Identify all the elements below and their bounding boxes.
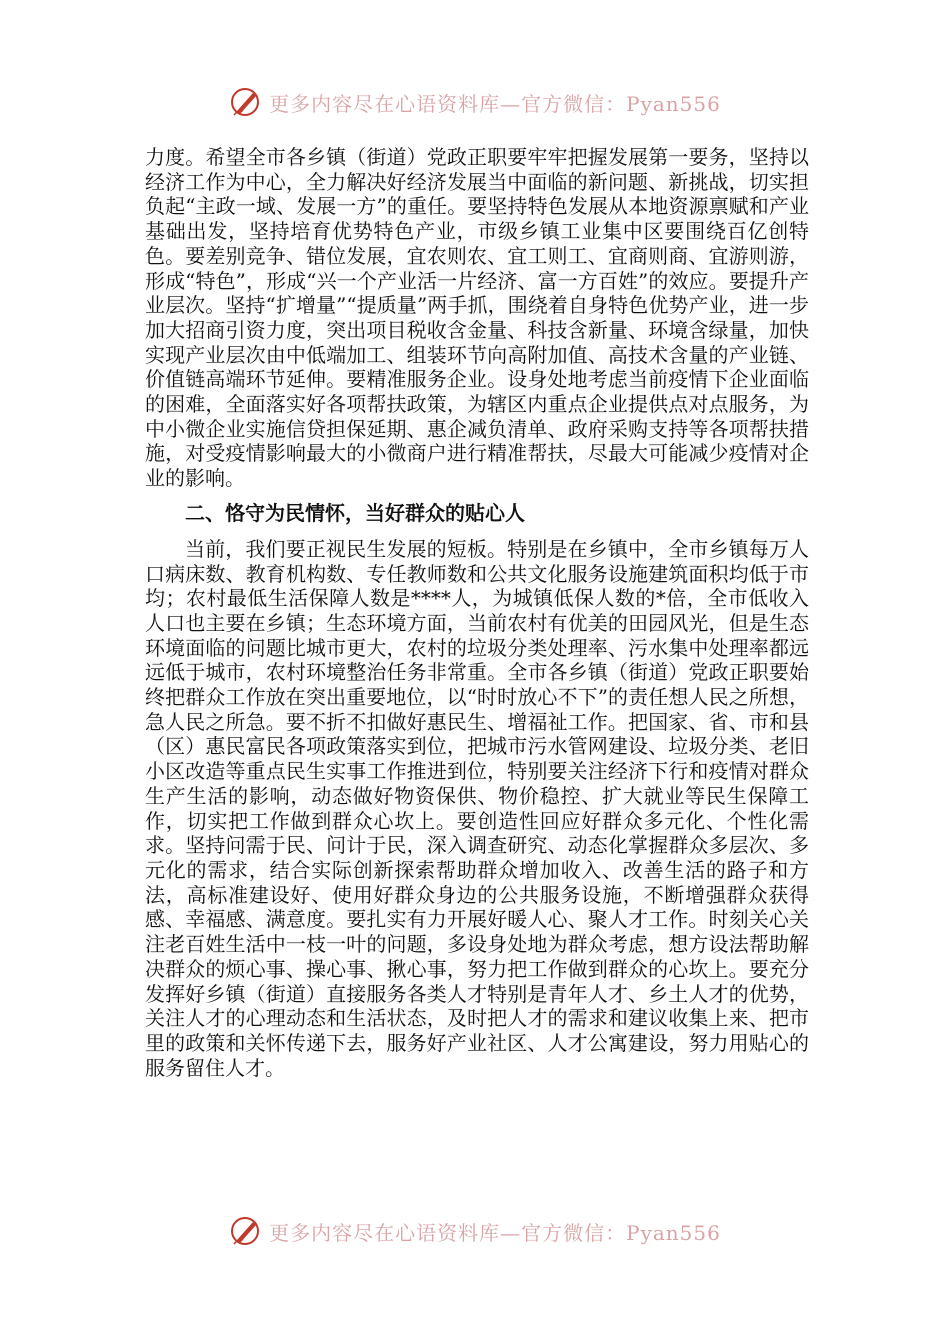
header-banner xyxy=(0,82,950,122)
footer-banner xyxy=(0,1211,950,1251)
banner-text: 更多内容尽在心语资料库—官方微信：Pyan556 xyxy=(269,91,721,116)
paragraph-1: 力度。希望全市各乡镇（街道）党政正职要牢牢把握发展第一要务，坚持以经济工作为中心，全力解决好经济发展当中面临的新问题、新挑战，切实担负起“主政一域、发展一方”的重任。要坚持特色发展从本地资源禀赋和产业基础出发，坚持培育优势特色产业，市级乡镇工业集中区要围绕百亿创特色。要差别竞争、错位发展，宜农则农、宜工则工、宜商则商、宜游则游，形成“特色”，形成“兴一个产业活一片经济、富一方百姓”的效应。要提升产业层次。坚持“扩增量”“提质量”两手抓，围绕着自身特色优势产业，进一步加大招商引资力度，突出项目税收含金量、科技含新量、环境含绿量，加快实现产业层次由中低端加工、组装环节向高附加值、高技术含量的产业链、价值链高端环节延伸。要精准服务企业。设身处地考虑当前疫情下企业面临的困难，全面落实好各项帮扶政策，为辖区内重点企业提供点对点服务，为中小微企业实施信贷担保延期、惠企减负清单、政府采购支持等各项帮扶措施，对受疫情影响最大的小微商户进行精准帮扶，尽最大可能减少疫情对企业的影响。 xyxy=(145,145,809,491)
pen-logo-icon xyxy=(229,85,263,119)
paragraph-2: 当前，我们要正视民生发展的短板。特别是在乡镇中，全市乡镇每万人口病床数、教育机构数、专任教师数和公共文化服务设施建筑面积均低于市均；农村最低生活保障人数是****人，为城镇低保人数的*倍，全市低收入人口也主要在乡镇；生态环境方面，当前农村有优美的田园风光，但是生态环境面临的问题比城市更大，农村的垃圾分类处理率、污水集中处理率都远远低于城市，农村环境整治任务非常重。全市各乡镇（街道）党政正职要始终把群众工作放在突出重要地位，以“时时放心不下”的责任想人民之所想，急人民之所急。要不折不扣做好惠民生、增福祉工作。把国家、省、市和县（区）惠民富民各项政策落实到位，把城市污水管网建设、垃圾分类、老旧小区改造等重点民生实事工作推进到位，特别要关注经济下行和疫情对群众生产生活的影响，动态做好物资保供、物价稳控、扩大就业等民生保障工作，切实把工作做到群众心坎上。要创造性回应好群众多元化、个性化需求。坚持问需于民、问计于民，深入调查研究、动态化掌握群众多层次、多元化的需求，结合实际创新探索帮助群众增加收入、改善生活的路子和方法，高标准建设好、使用好群众身边的公共服务设施，不断增强群众获得感、幸福感、满意度。要扎实有力开展好暖人心、聚人才工作。时刻关心关注老百姓生活中一枝一叶的问题，多设身处地为群众考虑，想方设法帮助解决群众的烦心事、操心事、揪心事，努力把工作做到群众的心坎上。要充分发挥好乡镇（街道）直接服务各类人才特别是青年人才、乡土人才的优势，关注人才的心理动态和生活状态，及时把人才的需求和建议收集上来、把市里的政策和关怀传递下去，服务好产业社区、人才公寓建设，努力用贴心的服务留住人才。 xyxy=(145,536,809,1080)
section-heading-2: 二、恪守为民情怀，当好群众的贴心人 xyxy=(185,500,525,525)
pen-logo-icon xyxy=(229,1214,263,1248)
document-body xyxy=(145,145,809,1080)
banner-text: 更多内容尽在心语资料库—官方微信：Pyan556 xyxy=(269,1220,721,1245)
